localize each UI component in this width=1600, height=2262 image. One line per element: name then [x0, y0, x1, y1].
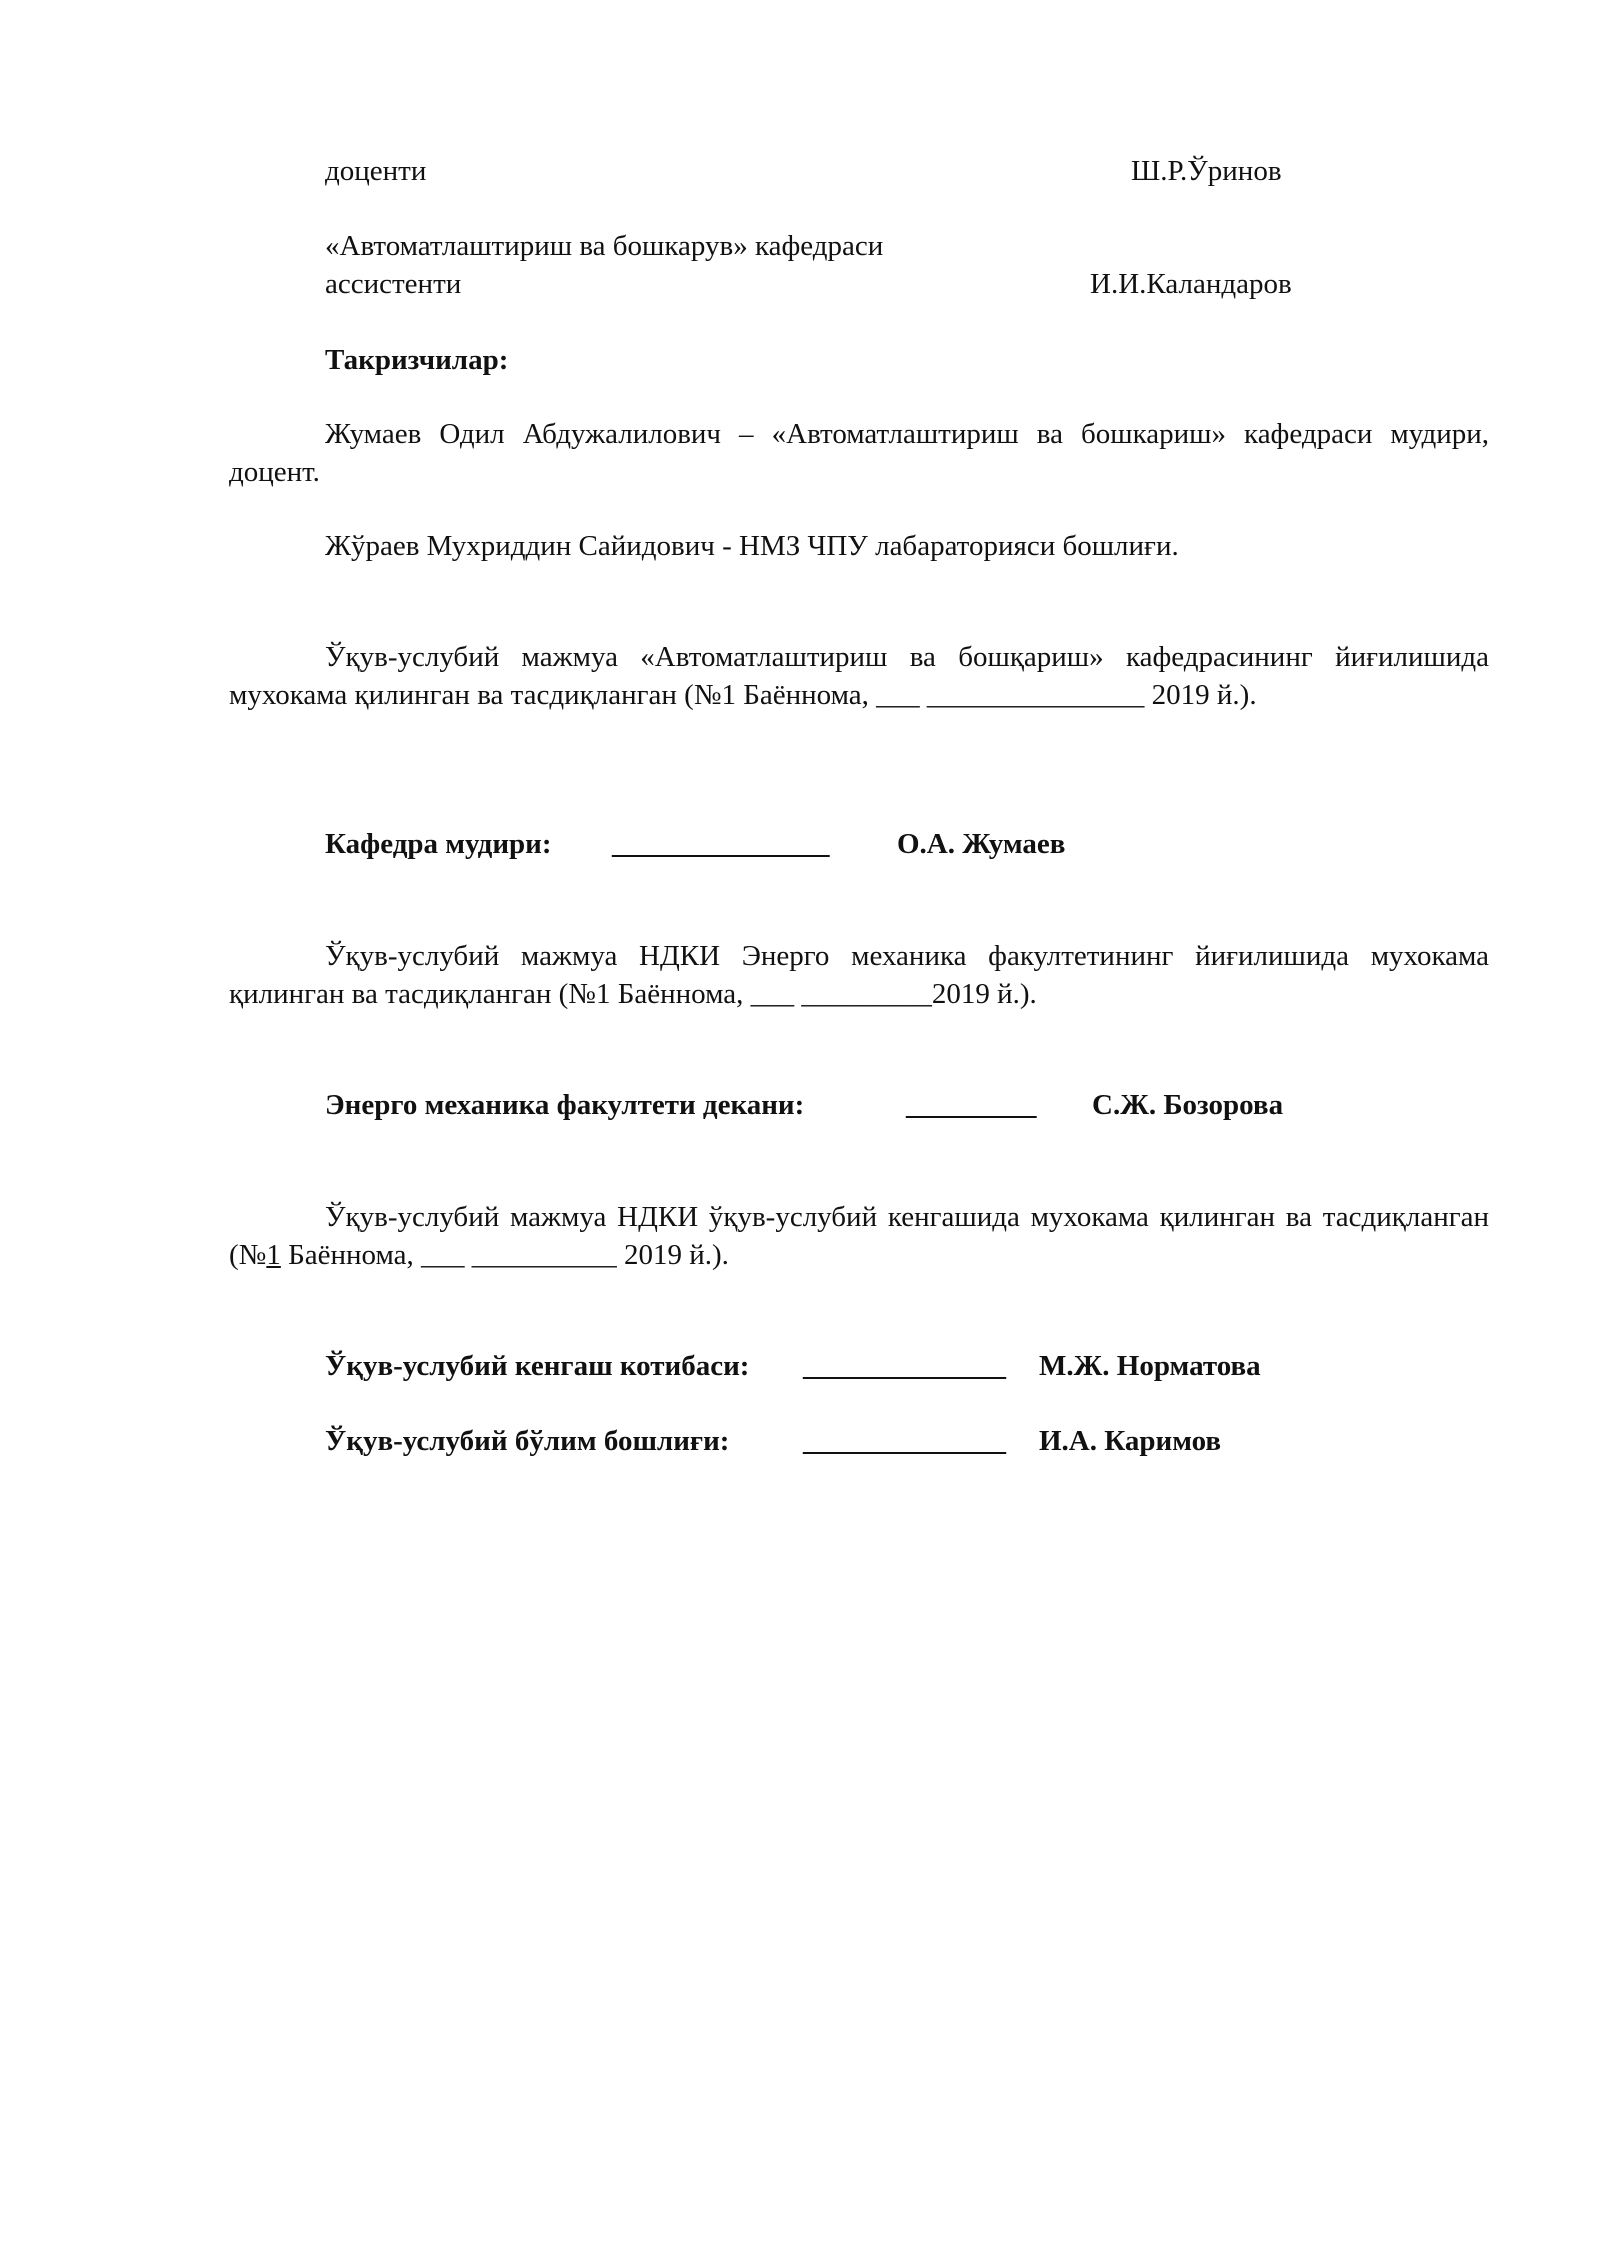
reviewer2-paragraph: Жўраев Мухриддин Сайидович - НМЗ ЧПУ лабараторияси бошлиғи.: [325, 530, 1179, 562]
author2-role-line1: «Автоматлаштириш ва бошкарув» кафедраси: [325, 230, 884, 262]
approval2-sign-line: _________: [906, 1089, 1037, 1121]
reviewer1-paragraph: Жумаев Одил Абдужалилович – «Автоматлаштириш ва бошкариш» кафедраси мудири, доцент.: [229, 418, 1489, 488]
reviewers-heading: Такризчилар:: [325, 344, 509, 376]
approval3-sign2-label: Ўқув-услубий бўлим бошлиғи:: [325, 1425, 730, 1457]
approval3-sign1-name: М.Ж. Норматова: [1039, 1350, 1261, 1382]
author1-name: Ш.Р.Ўринов: [1131, 155, 1282, 187]
approval1-sign-name: О.А. Жумаев: [897, 828, 1066, 860]
approval3-sign1-label: Ўқув-услубий кенгаш котибаси:: [325, 1350, 750, 1382]
author2-role-line2: ассистенти: [325, 268, 462, 300]
approval3-paragraph: [229, 1198, 1489, 1274]
approval2-sign-label: Энерго механика факултети декани:: [325, 1089, 805, 1121]
approval2-sign-name: С.Ж. Бозорова: [1092, 1089, 1284, 1121]
approval2-paragraph: Ўқув-услубий мажмуа НДКИ Энерго механика факултетининг йиғилишида мухокама қилинган ва тасдиқланган (№1 Баённома, ___ _________2019 й.).: [229, 940, 1489, 1010]
author2-name: И.И.Каландаров: [1090, 268, 1292, 300]
approval1-paragraph: Ўқув-услубий мажмуа «Автоматлаштириш ва бошқариш» кафедрасининг йиғилишида мухокама қилинган ва тасдиқланган (№1 Баённома, ___ _______________ 2019 й.).: [229, 641, 1489, 711]
approval1-sign-label: Кафедра мудири:: [325, 828, 552, 860]
approval3-text-before: Ўқув-услубий мажмуа НДКИ ўқув-услубий кенгашида мухокама қилинган ва тасдиқланган (№: [229, 1201, 1489, 1271]
approval3-protocol-number: 1: [266, 1239, 281, 1271]
author1-role: доценти: [325, 155, 427, 187]
approval1-sign-line: _______________: [612, 828, 830, 860]
approval3-sign1-line: ______________: [803, 1350, 1006, 1382]
approval3-text-after: Баённома, ___ __________ 2019 й.).: [280, 1239, 729, 1271]
approval3-sign2-name: И.А. Каримов: [1039, 1425, 1222, 1457]
approval3-sign2-line: ______________: [803, 1425, 1006, 1457]
